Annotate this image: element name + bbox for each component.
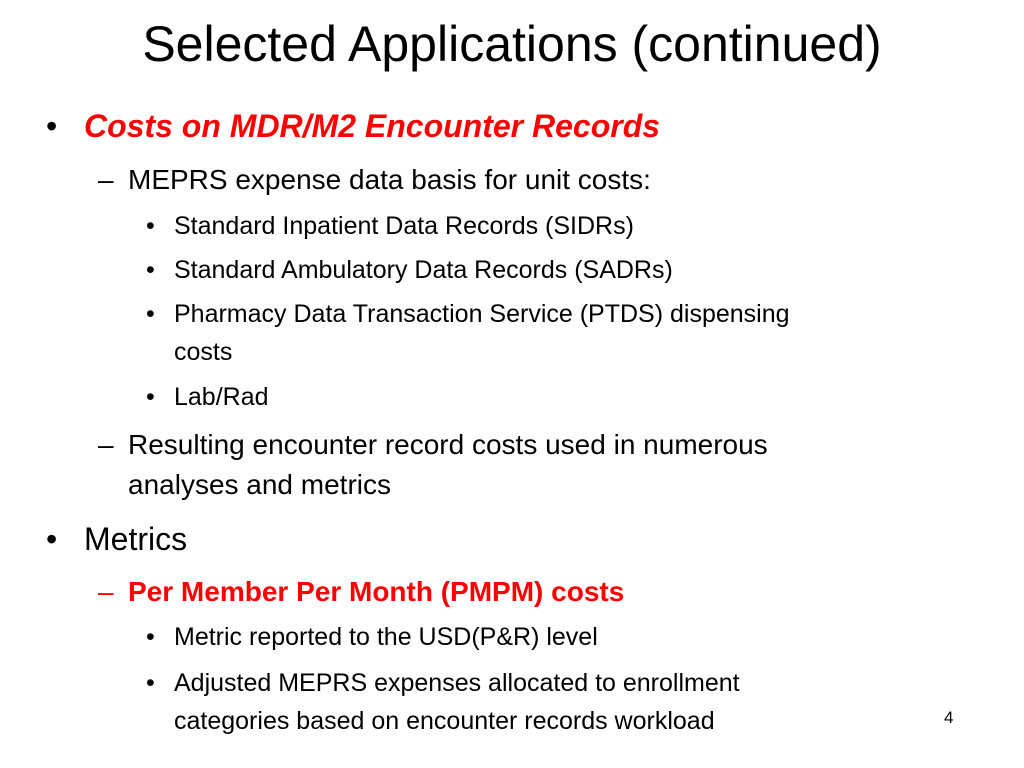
section-heading-metrics: Metrics xyxy=(84,521,188,557)
bullet-icon: • xyxy=(146,256,155,284)
point-lab-rad: Lab/Rad xyxy=(174,383,269,411)
subitem-pmpm-costs: Per Member Per Month (PMPM) costs xyxy=(128,576,625,607)
bullet-icon: • xyxy=(146,300,155,328)
bullet-icon: • xyxy=(146,623,155,651)
point-ptds-continuation: costs xyxy=(174,338,233,366)
point-sadrs: Standard Ambulatory Data Records (SADRs) xyxy=(174,256,673,284)
dash-icon: – xyxy=(98,576,114,607)
dash-icon: – xyxy=(98,429,114,460)
point-ptds: Pharmacy Data Transaction Service (PTDS) dispensing xyxy=(174,300,790,328)
dash-icon: – xyxy=(98,164,114,195)
bullet-icon: • xyxy=(146,669,155,697)
bullet-icon: • xyxy=(46,108,58,144)
subitem-resulting-costs: Resulting encounter record costs used in numerous xyxy=(128,429,768,460)
bullet-icon: • xyxy=(146,383,155,411)
subitem-resulting-costs-continuation: analyses and metrics xyxy=(128,469,392,500)
point-adjusted-meprs-continuation: categories based on encounter records workload xyxy=(174,707,715,735)
page-number: 4 xyxy=(944,708,954,727)
slide-title: Selected Applications (continued) xyxy=(142,16,882,72)
bullet-icon: • xyxy=(146,212,155,240)
point-metric-reported: Metric reported to the USD(P&R) level xyxy=(174,623,598,651)
bullet-icon: • xyxy=(46,521,58,557)
point-sidrs: Standard Inpatient Data Records (SIDRs) xyxy=(174,212,634,240)
section-heading-costs: Costs on MDR/M2 Encounter Records xyxy=(84,108,661,144)
subitem-meprs-basis: MEPRS expense data basis for unit costs: xyxy=(128,164,651,195)
point-adjusted-meprs: Adjusted MEPRS expenses allocated to enrollment xyxy=(174,669,740,697)
